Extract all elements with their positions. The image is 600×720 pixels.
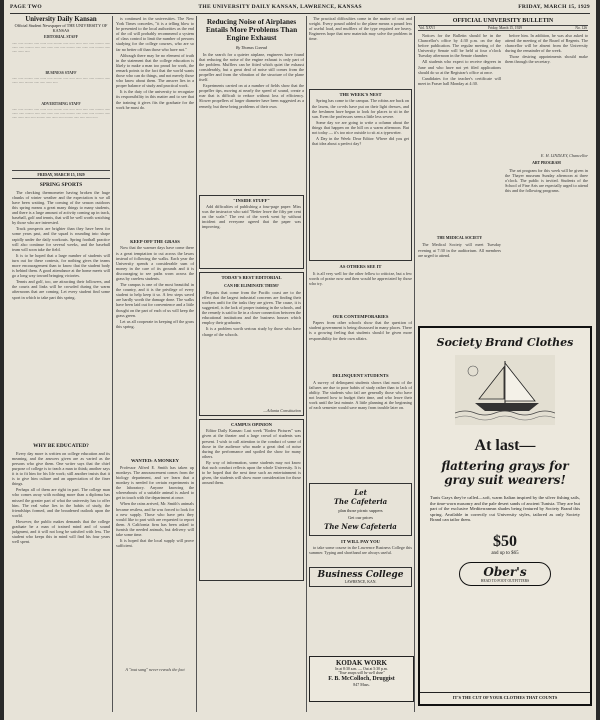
store-tag: HEAD TO FOOT OUTFITTERS [480,578,530,583]
article-body: The practical difficulties come in the matter of cost and weight. Every pound added to the plane means a pound less of useful load, and mufflers of the type required are heavy. Engineers hope that new materials may solve the problem in time. [309,16,412,42]
bulletin-columns [418,33,588,312]
cafeteria-line2: The Cafeteria [333,496,388,506]
editorial-heading: SPRING SPORTS [39,181,83,188]
staff-listing: ...... ...... .......... ...... ....... ...... .......... ...... ...... ....... ...... ...... .......... ...... ....... ...... .......... ...... ...... ....... ...... [12,75,110,84]
business-college-name: Business College [317,570,404,581]
store-logo [459,562,551,586]
editorial-heading: KEEP OFF THE GRASS [130,239,180,244]
cafeteria-name: The New Cafeteria [324,521,397,531]
masthead-subtitle: Official Student Newspaper of THE UNIVERSITY OF KANSAS [14,23,108,34]
editorial-heading: WHY BE EDUCATED? [33,442,89,449]
kodak-hours: In at 8:30 a.m. — Out at 5:30 p.m. [335,667,388,671]
column-1 [12,16,110,712]
article-body: to take some course in the Lawrence Business College this summer. Typing and shorthand are always useful. [309,545,412,556]
article-body: Every day more is written on college education and its meaning, and the answers given are as varied as the persons who give them. One writer says that the chief purpose of college is to teach a man to think; another says it is to fit him for his life work; still another insists that it is to give him culture and an appreciation of the finer things. Perhaps all of them are right in part. The college man who comes away with nothing more than a diploma has missed the greater part of what the university has to offer him. The real value lies in the habits of study, the friendships formed, and the broadened outlook upon the world. However, the public makes demands that the college graduate be a man of trained mind and of sound judgment, and it will not long be satisfied with less. The student who keeps this in mind will find his four years well spent. [12,450,110,545]
ad-body: Tunis Grays they're called—soft, warm Italian inspired by the silver fishing sails, the time-worn masonry and the pale desert sands of ancient Tunisia. They are but part of the exclusive Mediterranean shades being featured by Society Brand this spring. Available in correctly cut University styles, tailored as only Society Brand can tailor them. [430,495,580,523]
column-2 [116,16,194,712]
ad-brand: Society Brand Clothes [436,336,574,349]
campus-opinion-box [199,419,304,581]
ad-footer: IT'S THE CUT OF YOUR CLOTHES THAT COUNTS [420,692,590,700]
ad-headline-3: gray suit wearers! [444,473,566,487]
staff-section-heading: ADVERTISING STAFF [41,101,81,106]
masthead-title: University Daily Kansan [25,16,97,23]
editorial-credit: —Atlanta Constitution [263,407,301,413]
sailboat-illustration [455,355,555,425]
issue-dateline: FRIDAY, MARCH 15, 1929 [12,170,110,179]
column-rule [112,16,113,712]
column-3 [199,16,304,712]
ad-price-sub: and up to $65 [491,550,519,556]
box-title: THE WEEK'S NEST [339,92,382,97]
column-4 [309,16,412,712]
article-body: A survey of delinquent students shows that most of the failures are due to poor habits of study rather than to lack of ability. The students who fail are generally those who have not learned how to budget their time, and who leave their work until the last minute. A little planning at the beginning of each semester would save many from trouble later on. [309,379,412,411]
article-body: Professor Alfred E. Smith has taken up monkeys. The announcement comes from the biology department, and we learn that a monkey is needed for certain experiments in the laboratory. Anyone knowing the whereabouts of a suitable animal is asked to get in touch with the department at once. When the rains arrived, Mr. Smith's animals became restless, and he was forced to look for a new supply. Those who have pets they would like to part with are requested to report them. A California firm has been asked to furnish the needed animals, but delivery will take some time. It is hoped that the local supply will prove sufficient. [116,464,194,549]
editorial-heading: WANTED: A MONKEY [131,458,179,464]
bulletin-heading: THE MEDICAL SOCIETY [436,236,483,240]
sailboat-icon [455,355,555,425]
box-title: CAMPUS OPINION [231,421,272,427]
kodak-address: 847 Mass. [353,682,370,687]
bulletin-body: before him. In addition, he was also asked to attend the meeting of the Board of Regents. The chancellor will be absent from the University during the remainder of the week. Those desiring appointments should make them through the secretary. [505,33,588,65]
feature-headline: Reducing Noise of Airplanes Entails More Problems Than Engine Exhaust [205,17,298,43]
kodak-tagline: "Your snaps will be well done" [338,671,385,675]
box-body: Reports that come from the Pacific coast are to the effect that the largest industrial concerns are finding their workers unfit for the tasks they are given. The cause, it is suggested, is the lack of proper training in the schools, and the remedy is said to lie in a closer connection between the educational institutions and the business houses which employ their graduates. It is a problem worth serious study by those who have charge of the schools. [202,289,301,337]
section-heading: OUR CONTEMPORARIES [332,313,389,319]
article-body: It is all very well for the other fellow to criticize, but a few words of praise now and then would be appreciated by those who try. [309,270,412,286]
bulletin-vol: Vol. XXVI [419,26,435,30]
staff-section-heading: BUSINESS STAFF [45,70,77,75]
box-body: Spring has come to the campus. The robins are back on the lawns, the co-eds have put on their light dresses, and the freshmen have begun to look for places to sit in the sun. Even the professors seem a little less severe. Some day we are going to write a column about the things that happen on the hill on a warm afternoon. But not today — it's too nice outside to sit at a typewriter. A Day in the Week: Dear Editor: Where did you get that idea about a perfect day? [312,98,409,147]
bulletin-body: The Medical Society will meet Tuesday evening at 7:30 in the auditorium. All members are urged to attend. [418,242,501,258]
box-title: "INSIDE STUFF" [233,197,270,203]
kodak-druggist: F. B. McColloch, Druggist [328,676,395,682]
section-heading: AS OTHERS SEE IT [339,264,382,270]
bulletin-date: Friday, March 15, 1929 [488,26,522,30]
cafeteria-line1: Let [354,487,367,497]
section-heading: DELINQUENT STUDENTS [332,373,389,379]
editorial-subhead: CAN HE ELIMINATE THEM? [224,283,279,289]
ad-headline-2: flattering grays for [441,459,569,473]
article-body: In the search for a quieter airplane, engineers have found that reducing the noise of the engine exhaust is only part of the problem. Mufflers can be fitted which quiet the exhaust considerably, but a great deal of noise still comes from the propeller and from the vibration of the structure of the plane itself. Experiments carried on at a number of fields show that the propeller tips, moving at nearly the speed of sound, create a roar that is difficult to reduce without loss of efficiency. Slower propellers of larger diameter have been suggested as a remedy, but these bring problems of their own. [199,51,304,109]
cafeteria-ad [309,483,412,536]
store-name: Ober's [483,564,527,579]
box-title: TODAY'S BEST EDITORIAL [221,275,282,281]
inside-stuff-box [199,195,304,269]
kodak-ad [309,656,414,702]
ad-price: $50 [493,532,517,550]
bulletin-title: OFFICIAL UNIVERSITY BULLETIN [452,18,554,24]
bulletin-body: Notices for the Bulletin should be in the Chancellor's office by 4:30 p.m. on the day before publication. The regular meeting of the University Senate will be held at four o'clock Tuesday afternoon in the Senate chamber. All students who expect to receive degrees in June and who have not yet filed applications should do so at the Registrar's office at once. Candidates for the teacher's certificate will meet in Fraser hall Monday at 4:30. [418,33,501,86]
bulletin-subline [418,25,588,31]
article-body: Now that the warmer days have come there is a great temptation to cut across the lawns instead of following the walks. Each year the University spends a considerable sum of money in the care of its grounds and it is discouraging to see paths worn across the grass by careless students. The campus is one of the most beautiful in the country, and it is the privilege of every student to help keep it so. A few steps saved are hardly worth the damage done. The walks have been laid out for convenience and a little thought on the part of each of us will keep the grass green. Let us all cooperate in keeping off the grass this spring. [116,245,194,329]
weeks-nest-box [309,89,412,261]
column-rule [414,16,415,712]
cafeteria-line3: plan those picnic suppers [338,507,383,513]
society-brand-ad [418,326,592,706]
page-label: PAGE TWO [10,4,42,10]
staff-section-heading: EDITORIAL STAFF [43,35,79,40]
box-body: Add difficulties of publishing a four-page paper: Miss was the instructor who said "Better leave the fifty per cent on the scale." The rest of the week went by without incident and everyone agreed that the paper was improving. [202,204,301,230]
column-footer-line: A "tout sang" never reveals the fact [125,666,185,672]
kodak-title: KODAK WORK [335,659,387,667]
business-college-ad [309,567,412,587]
ad-headline-1: At last— [474,437,536,454]
todays-editorial-box [199,272,304,416]
staff-listing: ...... ...... .......... ...... ....... ...... .......... ...... ...... ....... ...... ...... .......... ...... ....... ...... .......... ...... ...... ....... ...... ...... .......... ...... ....... ...... .......... ...... ...... ....... ...... ...... .......... ...... ....... ...... .......... ...... ...... ....... ...... [12,106,110,119]
bulletin-no: No. 126 [575,26,587,30]
bulletin-signature: E. H. LINDLEY, Chancellor [540,153,588,158]
column-rule [306,16,307,712]
staff-box [12,35,110,166]
box-body: Editor Daily Kansan: Last week "Rodeo Pictures" was given at the theater and a large crowd of students was present. I wish to call attention to the conduct of some of those in the audience who made a great deal of noise during the performance and spoiled the show for many others. By way of information, some students may not know that such conduct reflects upon the whole University. It is to be hoped that the next time such an entertainment is given, the students will show more consideration for those around them. [202,428,301,486]
staff-listing: ...... ...... .......... ...... ....... ...... .......... ...... ...... ....... ...... ...... .......... ...... ....... ...... .......... ...... ...... ....... ...... ...... .......... ...... ....... ...... .......... ...... ...... ....... ...... [12,40,110,53]
article-body: The checking thermometer having broken the huge chunks of winter weather and the expectation is we all have been waiting. The coming of the season outdoors this spring means a great many things to many students, and there is a large amount of activity coming up in track, baseball, golf and tennis, that will be well worth watching by those who are interested. Track prospects are brighter than they have been for some years past, and the squad is rounding into shape rapidly under the daily workouts. Spring football practice will also continue for several weeks, and the baseball team will soon take the field. It is to be hoped that a large number of students will turn out for these contests, for nothing gives the teams more encouragement than to know that the student body is behind them. A good attendance at the home meets will go a long way toward bringing victories. Tennis and golf, too, are attracting their followers, and the courts and links will be crowded during the warm afternoons that are coming. Let every student find some sport in which to take part this spring. [12,189,110,300]
bulletin-heading: ART PROGRAM [532,161,561,166]
scan-edge-right [596,0,600,720]
paper-name: THE UNIVERSITY DAILY KANSAN, LAWRENCE, KANSAS [198,4,362,10]
scan-edge-left [0,0,4,720]
header-rule [10,13,590,14]
cafeteria-line4: Get our prices [348,514,373,520]
feature-byline: By Thomas Conrad [235,44,268,50]
business-college-city: LAWRENCE, KAN. [344,580,377,585]
bulletin-col-left [418,33,501,312]
page-header [10,4,590,13]
section-heading: IT WILL PAY YOU [341,538,380,544]
column-rule [196,16,197,712]
column-5 [418,16,588,326]
bulletin-col-right [505,33,588,312]
bulletin-body: The art program for this week will be given in the Thayer museum Sunday afternoon at three o'clock. The public is invited. Students of the School of Fine Arts are especially urged to attend this and the following programs. [505,167,588,193]
issue-date: FRIDAY, MARCH 15, 1929 [518,4,590,10]
article-body: Papers from other schools show that the question of student government is being discussed in many places. There is a growing feeling that students should be given more responsibility for their own affairs. [309,320,412,341]
article-body: is continued in the universities. The New York Times concedes, "it is a telling blow to be presented to the local authorities as the end of the oil will probably recommend a system of class control to limit the number of persons studying for the college courses, who are so far no better off than those who have not." Although there may be no element of truth in the statement that the college education is likely to make a man too proud for work, the remark points to the fact that the world wants those who can do things, and not merely those who know about them. The answer lies in a proper balance of study and practical work. It is the duty of the university to recognize its responsibility in this matter and to see that the training it gives fits the graduate for the work he must do. [116,16,194,110]
